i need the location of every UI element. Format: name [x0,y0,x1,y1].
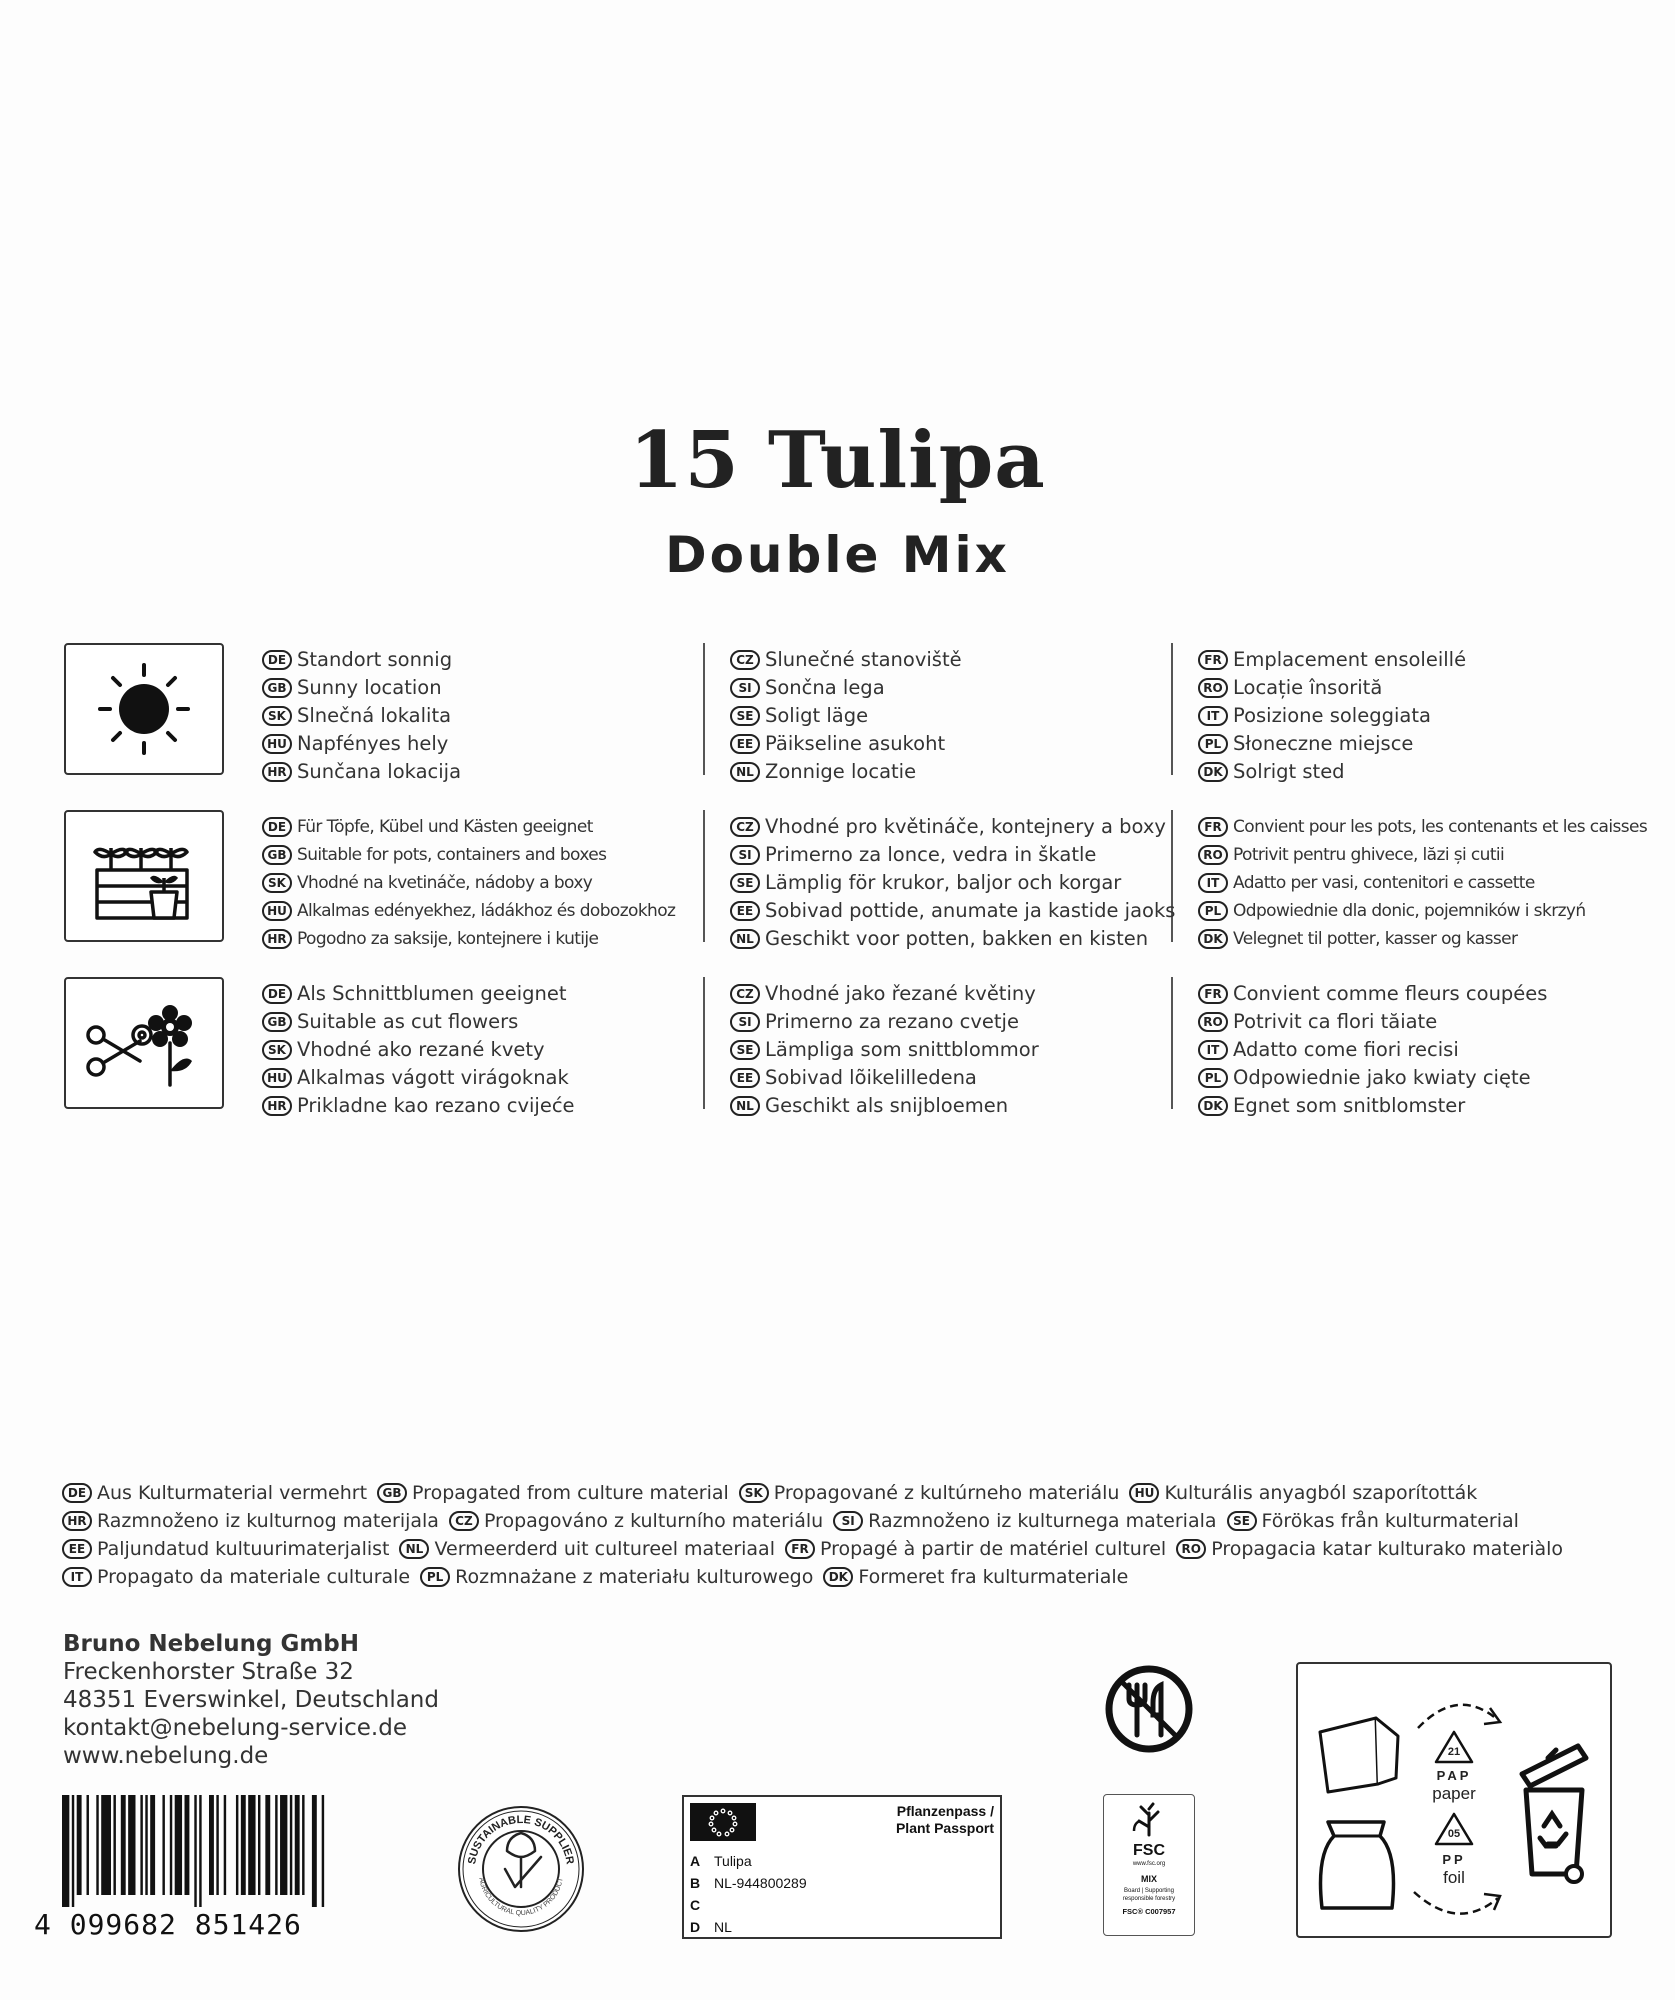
translation-text: Słoneczne miejsce [1233,732,1414,755]
language-badge: HR [262,762,292,782]
translation-text: Geschikt als snijbloemen [765,1094,1009,1117]
translation-text: Velegnet til potter, kasser og kasser [1233,929,1518,949]
translation-text: Potrivit pentru ghivece, lăzi și cutii [1233,845,1505,865]
translation-text: Pogodno za saksije, kontejnere i kutije [297,929,599,949]
company-city: 48351 Everswinkel, Deutschland [63,1687,439,1713]
propagation-text: Propagováno z kulturního materiálu [483,1510,824,1532]
propagation-text: Paljundatud kultuurimaterjalist [97,1538,390,1560]
company-website[interactable]: www.nebelung.de [63,1743,269,1769]
text-column [1198,813,1658,953]
propagation-segment [739,1479,1120,1507]
propagation-segment [1129,1479,1477,1507]
plant-passport-title-line: Plant Passport [895,1820,994,1836]
propagation-text: Propagované z kultúrneho materiálu [773,1482,1120,1504]
barcode-bar [290,1795,292,1895]
translation-text: Sončna lega [765,676,885,699]
translation-text: Alkalmas vágott virágoknak [297,1066,569,1089]
passport-row-a: A Tulipa [690,1853,752,1869]
language-badge: IT [1198,873,1228,893]
text-column [730,980,1190,1120]
language-badge: SE [730,873,760,893]
translation-text: Napfényes hely [297,732,449,755]
propagation-text: Propagacia katar kulturako materiàlo [1211,1538,1564,1560]
eu-flag-icon [690,1803,756,1841]
translation-text: Alkalmas edényekhez, ládákhoz és dobozokhoz [297,901,676,921]
language-badge: NL [730,762,760,782]
seal-top-text: SUSTAINABLE SUPPLIER [466,1813,576,1866]
language-badge: SI [730,678,760,698]
language-badge: HR [262,929,292,949]
planter-box-icon [89,826,199,926]
company-email[interactable]: kontakt@nebelung-service.de [63,1715,407,1741]
translation-text: Locație însorită [1233,676,1383,699]
cut-flowers-icon-box [64,977,224,1109]
propagation-text: Propagato da materiale culturale [97,1566,411,1588]
product-subtitle: Double Mix [665,526,1010,584]
propagation-segment [62,1507,439,1535]
translation-line [730,841,1190,869]
translation-line [730,925,1190,953]
cut-flowers-icon [84,993,204,1093]
propagation-text: Propagated from culture material [412,1482,729,1504]
translation-line [262,646,722,674]
passport-row-c: C [690,1897,701,1913]
language-badge: HU [262,734,292,754]
folded-paper-icon [1316,1712,1416,1796]
translation-text: Solrigt sted [1233,760,1345,783]
translation-text: Odpowiednie jako kwiaty cięte [1233,1066,1531,1089]
barcode-bar [258,1795,260,1895]
language-badge: FR [785,1539,815,1559]
language-badge: PL [1198,1068,1228,1088]
language-badge: IT [62,1567,92,1587]
barcode-bar [275,1795,277,1895]
propagation-segment [785,1535,1166,1563]
barcode-bar [87,1795,89,1895]
company-street: Freckenhorster Straße 32 [63,1659,354,1685]
translation-line [262,813,722,841]
barcode-bar [96,1795,98,1895]
company-name: Bruno Nebelung GmbH [63,1631,360,1657]
language-badge: SK [262,1040,292,1060]
translation-line [262,897,722,925]
translation-text: Emplacement ensoleillé [1233,648,1467,671]
foil-number: 05 [1447,1828,1461,1840]
fsc-site: www.fsc.org [1132,1861,1166,1867]
language-badge: CZ [730,817,760,837]
language-badge: DK [1198,1096,1228,1116]
translation-text: Convient pour les pots, les contenants et les caisses [1233,817,1648,837]
language-badge: FR [1198,650,1228,670]
language-badge: DK [823,1567,853,1587]
barcode-bar [170,1795,172,1895]
translation-text: Lämpliga som snittblommor [765,1038,1039,1061]
language-badge: GB [377,1483,407,1503]
propagation-text: Rozmnażane z materiału kulturowego [455,1566,814,1588]
translation-line [1198,980,1658,1008]
language-badge: HU [262,1068,292,1088]
barcode-bar [150,1795,155,1895]
language-badge: HU [1129,1483,1159,1503]
foil-code: PP [1442,1852,1466,1867]
propagation-line [62,1535,1573,1563]
translation-text: Lämplig för krukor, baljor och korgar [765,871,1122,894]
propagation-segment [1176,1535,1563,1563]
translation-text: Sobivad pottide, anumate ja kastide jaoks [765,899,1176,922]
translation-text: Vhodné jako řezané květiny [765,982,1036,1005]
barcode-bar [77,1795,82,1895]
barcode-bar [248,1795,255,1895]
language-badge: FR [1198,817,1228,837]
translation-text: Primerno za lonce, vedra in škatle [765,843,1097,866]
translation-text: Suitable for pots, containers and boxes [297,845,607,865]
barcode [62,1795,340,1907]
barcode-bar [322,1795,324,1907]
translation-text: Soligt läge [765,704,869,727]
propagation-segment [420,1563,813,1591]
propagation-text: Razmnoženo iz kulturnog materijala [97,1510,439,1532]
translation-line [730,1064,1190,1092]
propagation-text: Formeret fra kulturmateriale [858,1566,1129,1588]
language-badge: DE [262,650,292,670]
translation-line [1198,1008,1658,1036]
translation-line [1198,869,1658,897]
translation-line [262,925,722,953]
text-column [730,813,1190,953]
translation-text: Für Töpfe, Kübel und Kästen geeignet [297,817,593,837]
translation-text: Convient comme fleurs coupées [1233,982,1548,1005]
fsc-code: FSC® C007957 [1122,1907,1176,1916]
text-column [730,646,1190,786]
propagation-segment [62,1563,410,1591]
propagation-text: Razmnoženo iz kulturnega materiala [868,1510,1217,1532]
barcode-bar [236,1795,238,1895]
propagation-segment [62,1535,389,1563]
translation-text: Als Schnittblumen geeignet [297,982,567,1005]
language-badge: GB [262,1012,292,1032]
barcode-bar [199,1795,201,1907]
language-badge: NL [730,1096,760,1116]
translation-text: Sobivad lõikelilledena [765,1066,977,1089]
translation-line [262,869,722,897]
language-badge: RO [1198,845,1228,865]
recycling-bin-icon [1514,1734,1604,1884]
sustainable-supplier-seal [455,1803,587,1935]
translation-text: Adatto per vasi, contenitori e cassette [1233,873,1535,893]
translation-line [730,980,1190,1008]
translation-text: Vhodné pro květináče, kontejnery a boxy [765,815,1166,838]
paper-code: PAP [1436,1768,1472,1783]
language-badge: RO [1198,1012,1228,1032]
arrow-icon [1410,1884,1504,1924]
barcode-bar [265,1795,270,1895]
translation-line [1198,897,1658,925]
barcode-bar [175,1795,182,1895]
translation-text: Primerno za rezano cvetje [765,1010,1019,1033]
translation-line [730,674,1190,702]
translation-text: Egnet som snitblomster [1233,1094,1466,1117]
translation-text: Sunčana lokacija [297,760,462,783]
translation-line [262,980,722,1008]
propagation-text: Kulturális anyagból szaporították [1164,1482,1478,1504]
translation-line [262,702,722,730]
translation-line [730,897,1190,925]
fsc-tree-icon [1124,1801,1174,1837]
planter-icon-box [64,810,224,942]
propagation-segment [377,1479,729,1507]
propagation-segment [449,1507,823,1535]
translation-line [1198,813,1658,841]
translation-text: Adatto come fiori recisi [1233,1038,1459,1061]
fsc-logo-text: FSC [1133,1842,1165,1859]
translation-text: Prikladne kao rezano cvijeće [297,1094,575,1117]
text-column [1198,980,1658,1120]
translation-line [262,1008,722,1036]
barcode-bar [72,1795,74,1907]
seal-bottom-text: AGRICULTURAL QUALITY PRODUCT [477,1877,565,1918]
company-address [63,1630,439,1770]
barcode-bar [302,1795,304,1895]
language-badge: SE [730,1040,760,1060]
barcode-digits: 4 099682 851426 [34,1908,302,1941]
translation-line [1198,702,1658,730]
translation-line [730,1036,1190,1064]
language-badge: SK [262,873,292,893]
paper-number: 21 [1447,1746,1461,1758]
propagation-text: Vermeerderd uit cultureel materiaal [434,1538,775,1560]
text-column [262,813,722,953]
translation-line [1198,1092,1658,1120]
translation-line [262,674,722,702]
passport-row-b: B NL-944800289 [690,1875,807,1891]
fsc-mix: MIX [1140,1874,1157,1884]
barcode-bar [185,1795,190,1895]
language-badge: IT [1198,1040,1228,1060]
translation-line [730,646,1190,674]
translation-line [262,1064,722,1092]
language-badge: SK [739,1483,769,1503]
language-badge: DE [62,1483,92,1503]
language-badge: SK [262,706,292,726]
language-badge: SI [730,845,760,865]
translation-line [1198,730,1658,758]
translation-line [730,1008,1190,1036]
barcode-bar [113,1795,115,1895]
translation-line [730,813,1190,841]
language-badge: RO [1176,1539,1206,1559]
translation-line [730,730,1190,758]
language-badge: PL [1198,734,1228,754]
barcode-bar [312,1795,317,1907]
language-badge: EE [62,1539,92,1559]
barcode-bar [194,1795,196,1907]
language-badge: NL [730,929,760,949]
translation-text: Vhodné na kvetináče, nádoby a boxy [297,873,593,893]
text-column [262,980,722,1120]
translation-text: Geschikt voor potten, bakken en kisten [765,927,1149,950]
language-badge: NL [399,1539,429,1559]
translation-line [1198,925,1658,953]
translation-text: Standort sonnig [297,648,453,671]
barcode-bar [140,1795,142,1895]
sun-icon [94,659,194,759]
translation-text: Odpowiednie dla donic, pojemników i skrzyń [1233,901,1586,921]
not-for-consumption-icon [1103,1663,1195,1755]
barcode-bar [121,1795,126,1895]
barcode-bar [209,1795,214,1895]
translation-line [1198,646,1658,674]
translation-line [730,869,1190,897]
translation-line [262,1036,722,1064]
barcode-bar [162,1795,164,1895]
language-badge: HR [62,1511,92,1531]
sun-icon-box [64,643,224,775]
translation-text: Slunečné stanoviště [765,648,962,671]
language-badge: EE [730,901,760,921]
text-column [1198,646,1658,786]
language-badge: SE [730,706,760,726]
language-badge: DE [262,984,292,1004]
language-badge: CZ [730,650,760,670]
translation-text: Zonnige locatie [765,760,917,783]
text-column [262,646,722,786]
language-badge: RO [1198,678,1228,698]
foil-label: foil [1443,1868,1465,1887]
translation-text: Vhodné ako rezané kvety [297,1038,545,1061]
translation-line [262,841,722,869]
fsc-label [1103,1794,1195,1936]
translation-line [730,758,1190,786]
translation-text: Päikseline asukoht [765,732,946,755]
propagation-line [62,1507,1529,1535]
barcode-bar [216,1795,218,1895]
paper-label: paper [1432,1784,1476,1803]
translation-text: Sunny location [297,676,442,699]
plant-passport-title-line: Pflanzenpass / [896,1803,994,1819]
translation-line [1198,1064,1658,1092]
barcode-bar [280,1795,287,1895]
propagation-segment [399,1535,775,1563]
propagation-segment [62,1479,367,1507]
translation-line [262,758,722,786]
propagation-segment [1227,1507,1519,1535]
propagation-segment [833,1507,1216,1535]
language-badge: CZ [730,984,760,1004]
translation-text: Posizione soleggiata [1233,704,1431,727]
translation-line [262,730,722,758]
translation-text: Slnečná lokalita [297,704,452,727]
language-badge: HU [262,901,292,921]
plant-passport-title [896,1803,994,1837]
propagation-text: Propagé à partir de matériel culturel [819,1538,1167,1560]
language-badge: IT [1198,706,1228,726]
plant-passport [682,1795,1002,1939]
language-badge: DE [262,817,292,837]
translation-text: Potrivit ca flori tăiate [1233,1010,1438,1033]
language-badge: PL [1198,901,1228,921]
language-badge: SE [1227,1511,1257,1531]
bag-icon [1314,1814,1400,1914]
product-title: 15 Tulipa [629,415,1046,506]
translation-line [730,1092,1190,1120]
translation-line [1198,841,1658,869]
barcode-bar [224,1795,226,1895]
language-badge: GB [262,845,292,865]
language-badge: DK [1198,762,1228,782]
language-badge: FR [1198,984,1228,1004]
language-badge: EE [730,1068,760,1088]
translation-line [730,702,1190,730]
barcode-bar [241,1795,246,1895]
barcode-bar [145,1795,147,1895]
language-badge: CZ [449,1511,479,1531]
translation-line [1198,1036,1658,1064]
translation-line [1198,758,1658,786]
propagation-segment [823,1563,1128,1591]
language-badge: DK [1198,929,1228,949]
language-badge: SI [833,1511,863,1531]
barcode-bar [101,1795,111,1895]
barcode-bar [62,1795,69,1907]
translation-line [1198,674,1658,702]
propagation-line [62,1563,1138,1591]
barcode-bar [128,1795,135,1895]
language-badge: HR [262,1096,292,1116]
translation-line [262,1092,722,1120]
translation-text: Suitable as cut flowers [297,1010,519,1033]
language-badge: GB [262,678,292,698]
barcode-bar [295,1795,300,1895]
language-badge: PL [420,1567,450,1587]
propagation-text: Aus Kulturmaterial vermehrt [97,1482,368,1504]
passport-row-d: D NL [690,1919,732,1935]
language-badge: EE [730,734,760,754]
recycling-info [1296,1662,1612,1938]
propagation-line [62,1479,1487,1507]
fsc-claim: Board | Supporting responsible forestry [1122,1888,1176,1902]
language-badge: SI [730,1012,760,1032]
propagation-text: Förökas från kulturmaterial [1261,1510,1519,1532]
